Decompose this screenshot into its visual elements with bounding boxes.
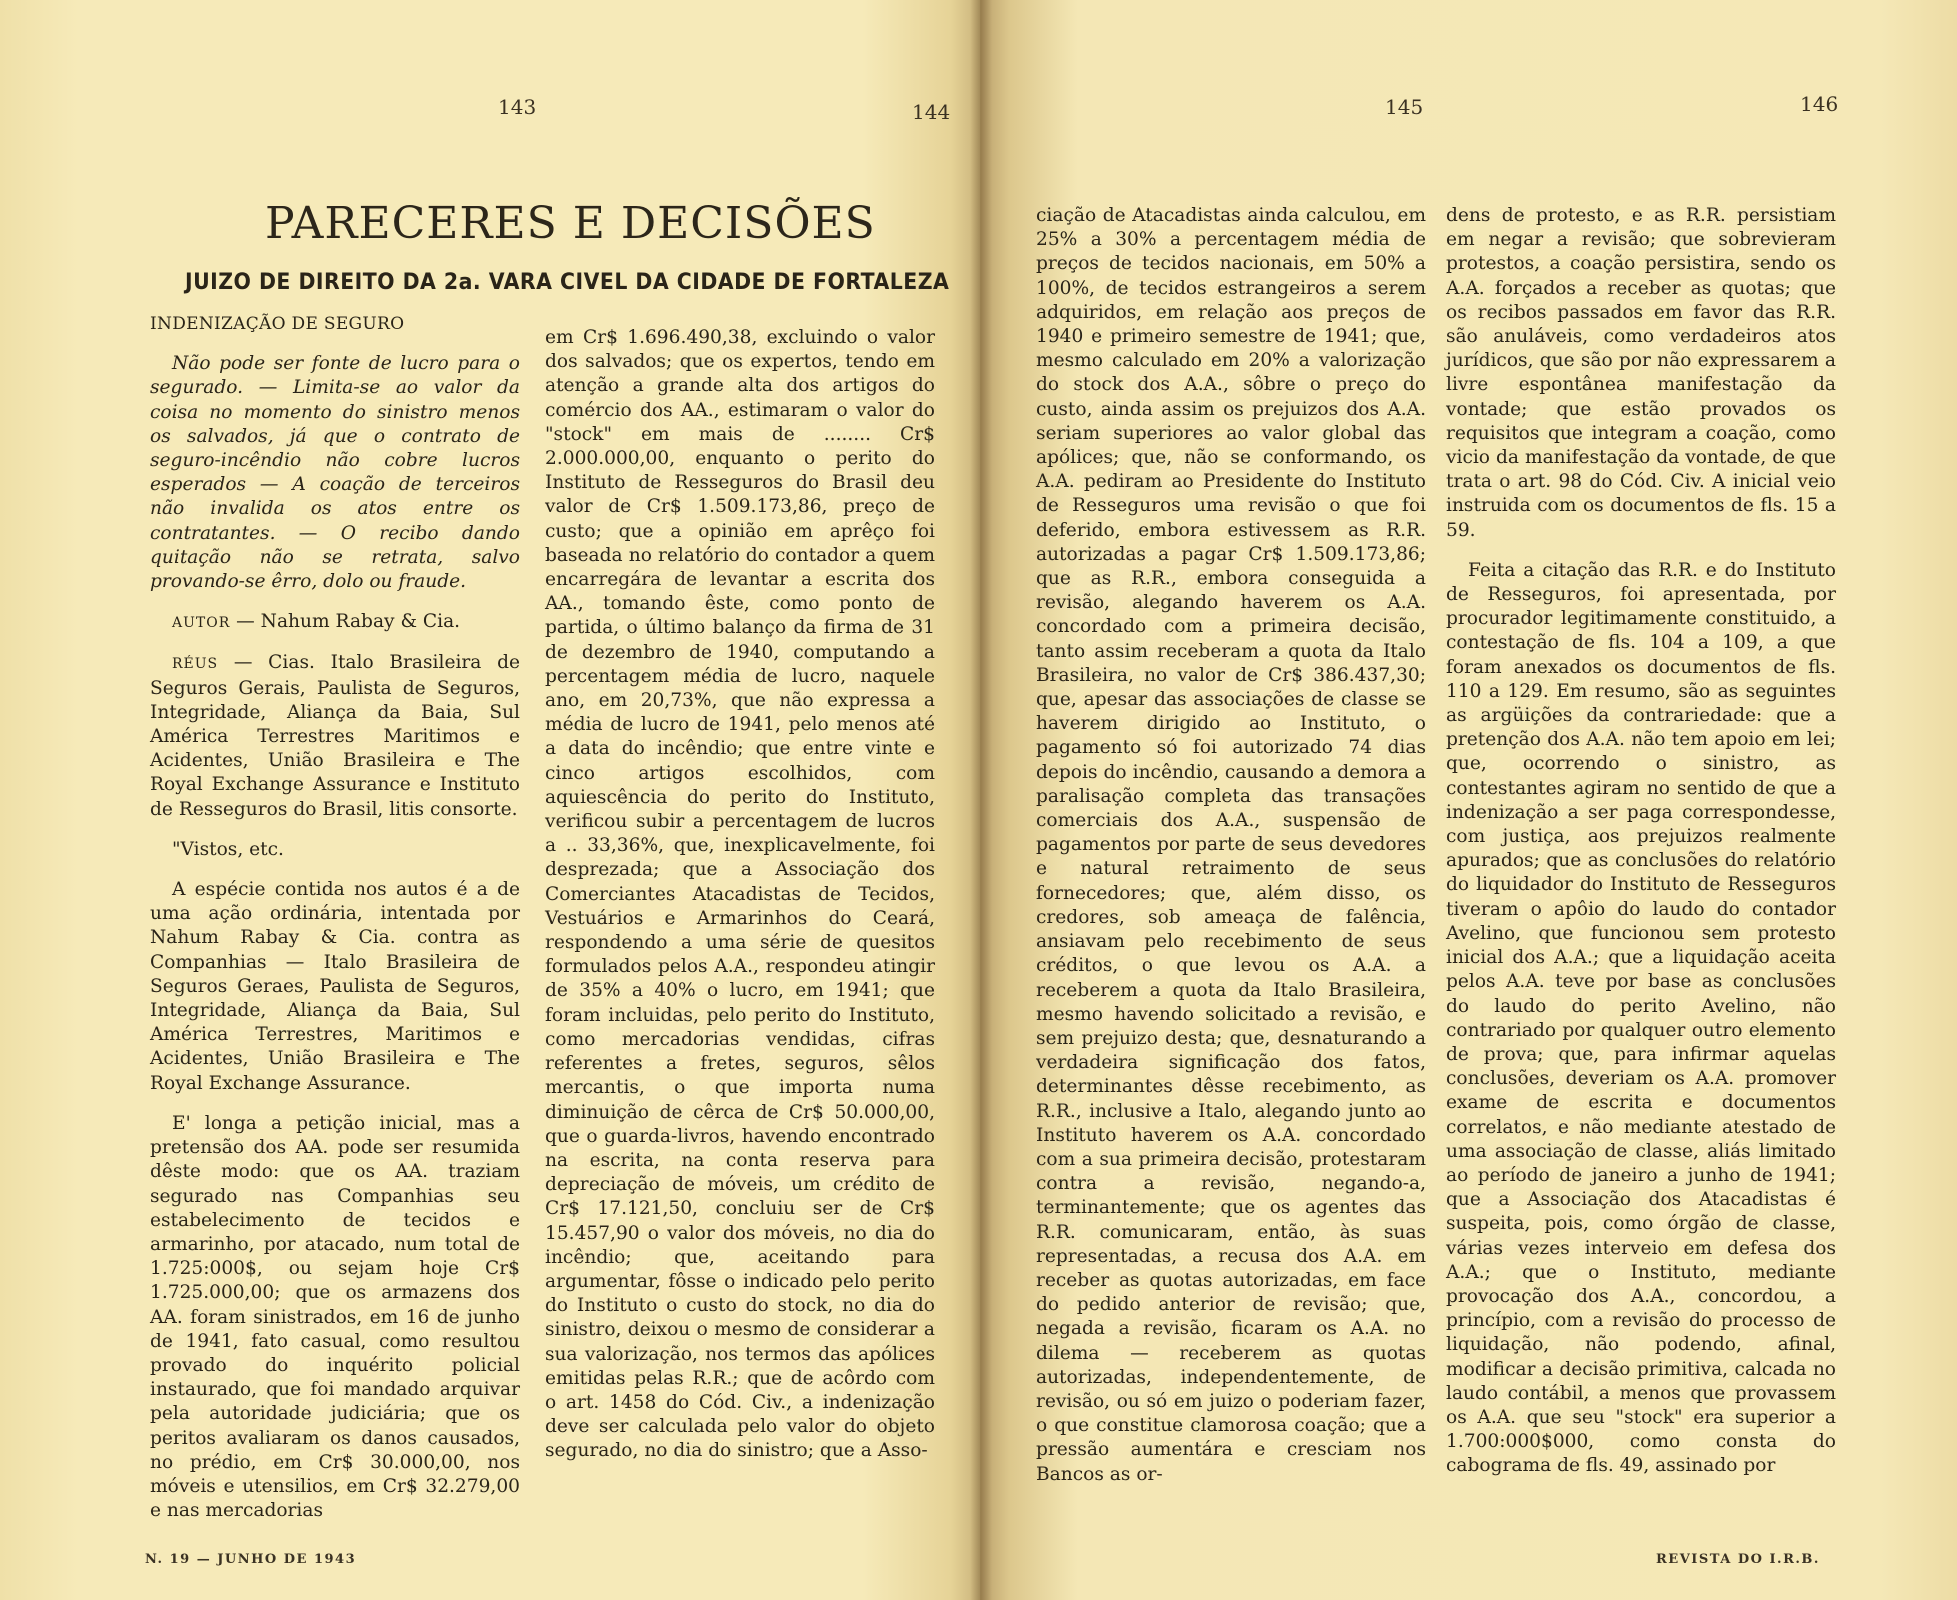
paragraph: em Cr$ 1.696.490,38, excluindo o valor dos salvados; que os expertos, tendo em atenção a grande alta dos artigos do comércio dos AA., estimaram o valor do "stock" em mais de ........ Cr$ 2.000.000,00, enquanto o perito do Instituto de Resseguros do Brasil deu valor de Cr$ 1.509.173,86, preço de custo; que a opinião em aprêço foi baseada no relatório do contador a quem encarregára de levantar a escrita dos AA., tomando êste, como ponto de partida, o último balanço da firma de 31 de dezembro de 1940, computando a percentagem média de lucro, naquele ano, em 20,73%, que não expressa a média de lucro de 1941, pelo menos até a data do incêndio; que entre vinte e cinco artigos escolhidos, com aquiescência do perito do Instituto, verificou subir a percentagem de lucros a .. 33,36%, que, inexplicavelmente, foi desprezada; que a Associação dos Comerciantes Atacadistas de Tecidos, Vestuários e Armarinhos do Ceará, respondendo a uma série de quesitos formulados pelos A.A., respondeu atingir de 35% a 40% o lucro, em 1941; que foram incluidas, pelo perito do Instituto, como mercadorias vendidas, cifras referentes a fretes, seguros, sêlos mercantis, o que importa numa diminuição de cêrca de Cr$ 50.000,00, que o guarda-livros, havendo encontrado na escrita, na conta reserva para depreciação de móveis, um crédito de Cr$ 17.121,50, concluiu ser de Cr$ 15.457,90 o valor dos móveis, no dia do incêndio; que, aceitando para argumentar, fôsse o indicado pelo perito do Instituto o custo do stock, no dia do sinistro, deixou o mesmo de considerar a sua valorização, nos termos das apólices emitidas pelas R.R.; que de acôrdo com o art. 1458 do Cód. Civ., a indenização deve ser calculada pelo valor do objeto segurado, no dia do sinistro; que a Asso- [545,327,935,1462]
column-1 [150,312,520,1523]
column-3 [1036,204,1426,1487]
paragraph: ciação de Atacadistas ainda calculou, em 25% a 30% a percentagem média de preços de tecidos nacionais, em 50% a 100%, de tecidos estrangeiros a serem adquiridos, em relação aos preços de 1940 e primeiro semestre de 1941; que, mesmo calculado em 20% a valorização do stock dos A.A., sôbre o preço do custo, ainda assim os prejuizos dos A.A. seriam superiores ao valor global das apólices; que, não se conformando, os A.A. pediram ao Presidente do Instituto de Resseguros uma revisão o que foi deferido, embora estivessem as R.R. autorizadas a pagar Cr$ 1.509.173,86; que as R.R., embora conseguida a revisão, alegando haverem os A.A. concordado com a primeira decisão, tanto assim receberam a quota da Italo Brasileira, no valor de Cr$ 386.437,30; que, apesar das associações de classe se haverem dirigido ao Instituto, o pagamento só foi autorizado 74 dias depois do incêndio, causando a demora a paralisação completa das transações comerciais dos A.A., suspensão de pagamentos por parte de seus devedores e natural retraimento de seus fornecedores; que, além disso, os credores, sob ameaça de falência, ansiavam pelo recebimento de seus créditos, o que levou os A.A. a receberem a quota da Italo Brasileira, mesmo havendo solicitado a revisão, e sem prejuizo desta; que, desnaturando a verdadeira significação dos fatos, determinantes dêsse recebimento, as R.R., inclusive a Italo, alegando junto ao Instituto haverem os A.A. concordado com a sua primeira decisão, protestaram contra a revisão, negando-a, terminantemente; que os agentes das R.R. comunicaram, então, às suas representadas, a recusa dos A.A. em receber as quotas autorizadas, em face do pedido anterior de revisão; que, negada a revisão, ficaram os A.A. no dilema — receberem as quotas autorizadas, independentemente, de revisão, ou só em juizo o poderiam fazer, o que constitue clamorosa coação; que a pressão aumentára e cresciam nos Bancos as or- [1036,205,1426,1485]
page-number-144: 144 [912,100,951,124]
defendants-label: RÉUS [172,656,219,673]
paragraph: A espécie contida nos autos é a de uma ação ordinária, intentada por Nahum Rabay & Cia. contra as Companhias — Italo Brasileira de Seguros Geraes, Paulista de Seguros, Integridade, Aliança da Baia, Sul América Terrestres, Maritimos e Acidentes, União Brasileira e The Royal Exchange Assurance. [150,879,520,1094]
author-line [150,610,520,635]
defendants-line [150,651,520,821]
column-2 [545,326,935,1464]
case-summary: Não pode ser fonte de lucro para o segurado. — Limita-se ao valor da coisa no momento do sinistro menos os salvados, já que o contrato de seguro-incêndio não cobre lucros esperados — A coação de terceiros não invalida os atos entre os contratantes. — O recibo dando quitação não se retrata, salvo provando-se êrro, dolo ou fraude. [150,353,520,593]
page-number-143: 143 [498,95,537,119]
book-gutter [970,0,992,1600]
section-title: PARECERES E DECISÕES [265,198,876,249]
page-number-145: 145 [1385,95,1424,119]
author-label: AUTOR [172,615,231,632]
paragraph: dens de protesto, e as R.R. persistiam em negar a revisão; que sobrevieram protestos, a coação persistira, sendo os A.A. forçados a receber as quotas; que os recibos passados em favor das R.R. são anuláveis, como verdadeiros atos jurídicos, que são por não expressarem a livre espontânea manifestação da vontade; que estão provados os requisitos que integram a coação, como vicio da manifestação da vontade, de que trata o art. 98 do Cód. Civ. A inicial veio instruida com os documentos de fls. 15 a 59. [1446,205,1836,541]
paragraph: E' longa a petição inicial, mas a pretensão dos AA. pode ser resumida dêste modo: que os AA. traziam segurado nas Companhias seu estabelecimento de tecidos e armarinho, por atacado, num total de 1.725:000$, ou sejam hoje Cr$ 1.725.000,00; que os armazens dos AA. foram sinistrados, em 16 de junho de 1941, fato casual, como resultou provado do inquérito policial instaurado, que foi mandado arquivar pela autoridade judiciária; que os peritos avaliaram os danos causados, no prédio, em Cr$ 30.000,00, nos móveis e utensilios, em Cr$ 32.279,00 e nas mercadorias [150,1112,520,1522]
paragraph: Feita a citação das R.R. e do Instituto de Resseguros, foi apresentada, por procurador legitimamente constituido, a contestação de fls. 104 a 109, a que foram anexados os documentos de fls. 110 a 129. Em resumo, são as seguintes as argüições da contrariedade: que a pretenção dos A.A. não tem apoio em lei; que, ocorrendo o sinistro, as contestantes agiram no sentido de que a indenização a ser paga correspondesse, com justiça, aos prejuizos realmente apurados; que as conclusões do relatório do liquidador do Instituto de Resseguros tiveram o apôio do laudo do contador Avelino, que funcionou sem protesto inicial dos A.A.; que a liquidação aceita pelos A.A. teve por base as conclusões do laudo do perito Avelino, não contrariado por qualquer outro elemento de prova; que, para infirmar aquelas conclusões, deveriam os A.A. promover exame de escrita e documentos correlatos, e não mediante atestado de uma associação de classe, aliás limitado ao período de janeiro a junho de 1941; que a Associação dos Atacadistas é suspeita, pois, como órgão de classe, várias vezes interveio em defesa dos A.A.; que o Instituto, mediante provocação dos A.A., concordou, a princípio, com a revisão do processo de liquidação, não podendo, afinal, modificar a decisão primitiva, calcada no laudo contábil, a menos que provassem os A.A. que seu "stock" era superior a 1.700:000$000, como consta do cabograma de fls. 49, assinado por [1446,559,1836,1477]
court-heading: JUIZO DE DIREITO DA 2a. VARA CIVEL DA CIDADE DE FORTALEZA [185,270,950,295]
case-label: INDENIZAÇÃO DE SEGURO [150,314,405,334]
author-text: — Nahum Rabay & Cia. [230,611,461,633]
footer-issue: N. 19 — JUNHO DE 1943 [145,1552,357,1567]
defendants-text: — Cias. Italo Brasileira de Seguros Gerais, Paulista de Seguros, Integridade, Aliança da Baia, Sul América Terrestres Maritimos e Acidentes, União Brasileira e The Royal Exchange Assurance e Instituto de Resseguros do Brasil, litis consorte. [150,652,520,820]
paragraph: "Vistos, etc. [172,838,284,860]
column-4 [1446,204,1836,1479]
footer-journal: REVISTA DO I.R.B. [1656,1552,1820,1567]
page-number-146: 146 [1800,92,1839,116]
